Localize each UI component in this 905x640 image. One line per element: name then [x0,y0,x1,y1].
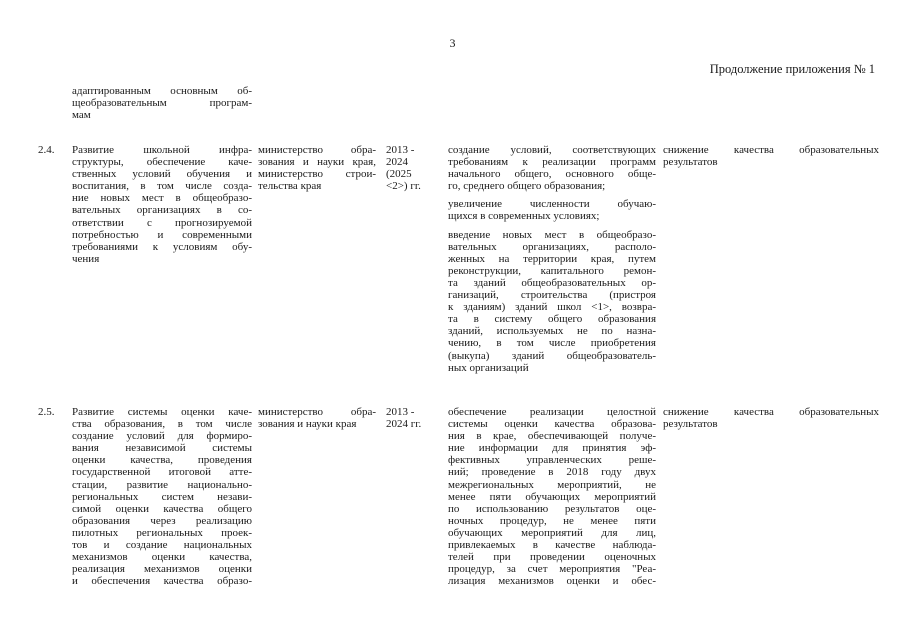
row-consequences [663,406,879,430]
text-line: зования и науки края, [258,156,376,169]
result-paragraph [448,406,656,587]
text-line: (выкупа) зданий общеобразователь- [448,349,656,362]
text-line: ние новых мест в общеобразо- [72,192,252,205]
text-line: ответствии с прогнозируемой [72,216,252,229]
row-consequences [663,144,879,168]
row-executors [258,144,376,192]
text-line: симой оценки качества общего [72,502,252,515]
text-line: зования и науки края [258,418,357,431]
text-line: структуры, обеспечение каче- [72,156,252,169]
text-line: привлекаемых в качестве наблюда- [448,539,656,552]
text-line: региональных систем незави- [72,490,252,503]
text-line: обучающих мероприятий для лиц, [448,526,656,539]
text-line: 2024 гг. [386,418,422,431]
text-line: и обеспечения качества образо- [72,575,252,588]
text-line: ственных условий обучения и [72,168,252,181]
text-line: тов и создание национальных [72,539,252,552]
text-line: реализация механизмов оценки [72,563,252,576]
text-line: Развитие школьной инфра- [72,144,252,156]
text-line: реконструкции, капитального ремон- [448,264,656,277]
text-line: введение новых мест в общеобразо- [448,228,656,241]
text-line: ния в крае, обеспечивающей получе- [448,430,656,443]
text-line: требованиям к реализации программ [448,156,656,169]
text-line: результатов [663,418,718,431]
text-line: <2>) гг. [386,180,421,193]
text-line: ний; проведение в 2018 году двух [448,466,656,479]
text-line: обеспечение реализации целостной [448,406,656,418]
text-line: ночных процедур, не менее пяти [448,514,656,527]
text-line: та зданий общеобразовательных ор- [448,276,656,289]
row-number: 2.5. [38,406,55,418]
text-line: потребностью и современными [72,228,252,241]
text-line: чению, в том числе приобретения [448,337,656,350]
text-line: 2013 - [386,406,415,418]
row-term [386,144,434,192]
text-line: вания независимой системы [72,442,252,455]
text-line: вательных организациях, располо- [448,240,656,253]
row-number: 2.4. [38,144,55,156]
row-term [386,406,434,430]
text-line: министерство обра- [258,406,376,418]
text-line: требованиями к условиям обу- [72,240,252,253]
text-line: министерство обра- [258,144,376,156]
text-line: ние информации для принятия эф- [448,442,656,455]
text-line: ства образования, в том числе [72,418,252,431]
text-line: воспитания, в том числе созда- [72,180,252,193]
row-executors [258,406,376,430]
row-description [72,144,252,265]
text-line: образования через реализацию [72,514,252,527]
page-number: 3 [449,36,456,50]
text-line: 2013 - [386,144,415,156]
text-line: создание условий, соответствующих [448,144,656,156]
text-line: снижение качества образовательных [663,144,879,156]
text-line: пилотных региональных проек- [72,526,252,539]
text-line: го, среднего общего образования; [448,180,606,193]
text-line: государственной итоговой атте- [72,466,252,479]
carryover-description [72,85,252,121]
text-line: увеличение численности обучаю- [448,198,656,211]
result-paragraph [448,229,656,374]
text-line: снижение качества образовательных [663,406,879,418]
text-line: межрегиональных мероприятий, не [448,478,656,491]
text-line: министерство строи- [258,168,376,181]
text-line: системы оценки качества образова- [448,418,656,431]
text-line: менее пяти обучающих мероприятий [448,490,656,503]
text-line: ных организаций [448,361,529,374]
text-line: (2025 [386,168,412,181]
text-line: 2024 [386,156,408,169]
text-line: адаптированным основным об- [72,85,252,97]
text-line: результатов [663,156,718,169]
text-line: Развитие системы оценки каче- [72,406,252,418]
text-line: щеобразовательным програм- [72,97,252,110]
text-line: механизмов оценки качества, [72,551,252,564]
text-line: оценки качества, проведения [72,454,252,467]
text-line: стации, развитие национально- [72,478,252,491]
text-line: щихся в современных условиях; [448,210,600,223]
text-line: лизация механизмов оценки и обес- [448,575,656,588]
row-description [72,406,252,587]
text-line: чения [72,252,100,265]
text-line: та в систему общего образования [448,313,656,326]
text-line: начального общего, основного обще- [448,168,656,181]
text-line: зданий, используемых не по назна- [448,325,656,338]
text-line: вательных организациях в со- [72,204,252,217]
text-line: процедур, за счет мероприятия "Реа- [448,563,656,576]
row-results [448,144,656,374]
text-line: создание условий для формиро- [72,430,252,443]
row-results [448,406,656,587]
text-line: по использованию результатов оце- [448,502,656,515]
text-line: тельства края [258,180,322,193]
text-line: к зданиям) зданий школ <1>, возвра- [448,301,656,314]
text-line: мам [72,109,91,122]
text-line: женных на территории края, путем [448,252,656,265]
continuation-header: Продолжение приложения № 1 [709,62,875,76]
result-paragraph [448,198,656,222]
text-line: ганизаций, строительства (пристроя [448,289,656,302]
text-line: фективных управленческих реше- [448,454,656,467]
text-line: телей при проведении оценочных [448,551,656,564]
result-paragraph [448,144,656,192]
